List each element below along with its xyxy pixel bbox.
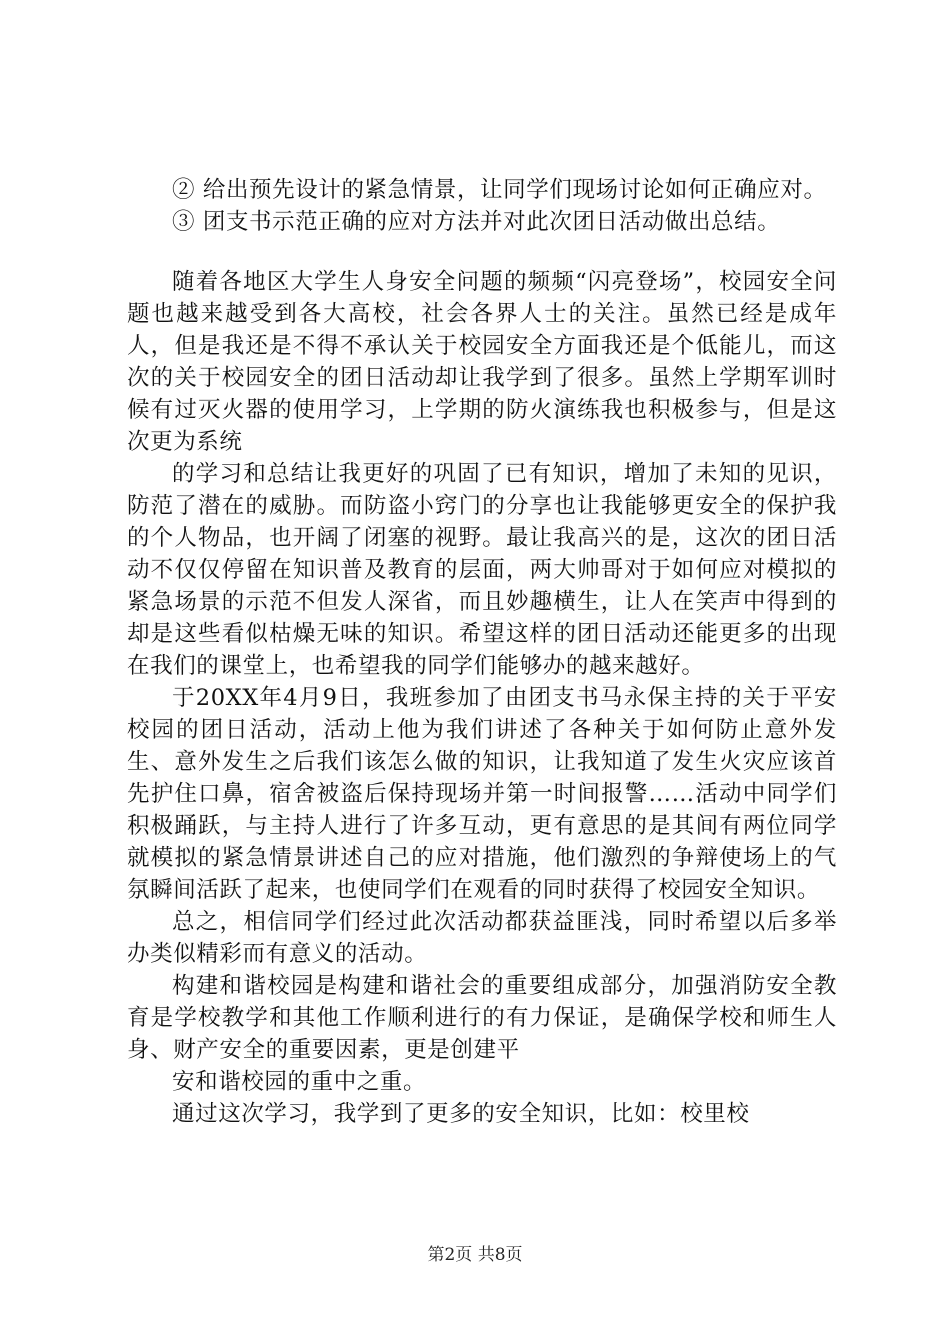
document-body xyxy=(127,174,837,1130)
paragraph: 安和谐校园的重中之重。 xyxy=(172,1069,427,1095)
paragraph: 通过这次学习，我学到了更多的安全知识，比如：校里校 xyxy=(172,1101,750,1127)
paragraph: 构建和谐校园是构建和谐社会的重要组成部分，加强消防安全教育是学校教学和其他工作顺利进行的有力保证，是确保学校和师生人身、财产安全的重要因素，更是创建平 xyxy=(127,973,837,1063)
list-item-3: ③ 团支书示范正确的应对方法并对此次团日活动做出总结。 xyxy=(172,209,781,235)
page-footer: 第2页 共8页 xyxy=(427,1245,523,1265)
paragraph: 于20XX年4月9日，我班参加了由团支书马永保主持的关于平安校园的团日活动，活动上他为我们讲述了各种关于如何防止意外发生、意外发生之后我们该怎么做的知识，让我知道了发生火灾应该首先护住口鼻，宿舍被盗后保持现场并第一时间报警……活动中同学们积极踊跃，与主持人进行了许多互动，更有意思的是其间有两位同学就模拟的紧急情景讲述自己的应对措施，他们激烈的争辩使场上的气氛瞬间活跃了起来，也使同学们在观看的同时获得了校园安全知识。 xyxy=(127,685,837,903)
paragraph: 总之，相信同学们经过此次活动都获益匪浅，同时希望以后多举办类似精彩而有意义的活动。 xyxy=(127,909,837,967)
paragraph: 随着各地区大学生人身安全问题的频频“闪亮登场”，校园安全问题也越来越受到各大高校，社会各界人士的关注。虽然已经是成年人，但是我还是不得不承认关于校园安全方面我还是个低能儿，而这次的关于校园安全的团日活动却让我学到了很多。虽然上学期军训时候有过灭火器的使用学习，上学期的防火演练我也积极参与，但是这次更为系统 xyxy=(127,269,837,455)
list-item-2: ② 给出预先设计的紧急情景，让同学们现场讨论如何正确应对。 xyxy=(172,177,827,203)
paragraph: 的学习和总结让我更好的巩固了已有知识，增加了未知的见识，防范了潜在的威胁。而防盗小窍门的分享也让我能够更安全的保护我的个人物品，也开阔了闭塞的视野。最让我高兴的是，这次的团日活动不仅仅停留在知识普及教育的层面，两大帅哥对于如何应对模拟的紧急场景的示范不但发人深省，而且妙趣横生，让人在笑声中得到的却是这些看似枯燥无味的知识。希望这样的团日活动还能更多的出现在我们的课堂上，也希望我的同学们能够办的越来越好。 xyxy=(127,461,837,679)
paragraph-gap xyxy=(127,238,837,266)
